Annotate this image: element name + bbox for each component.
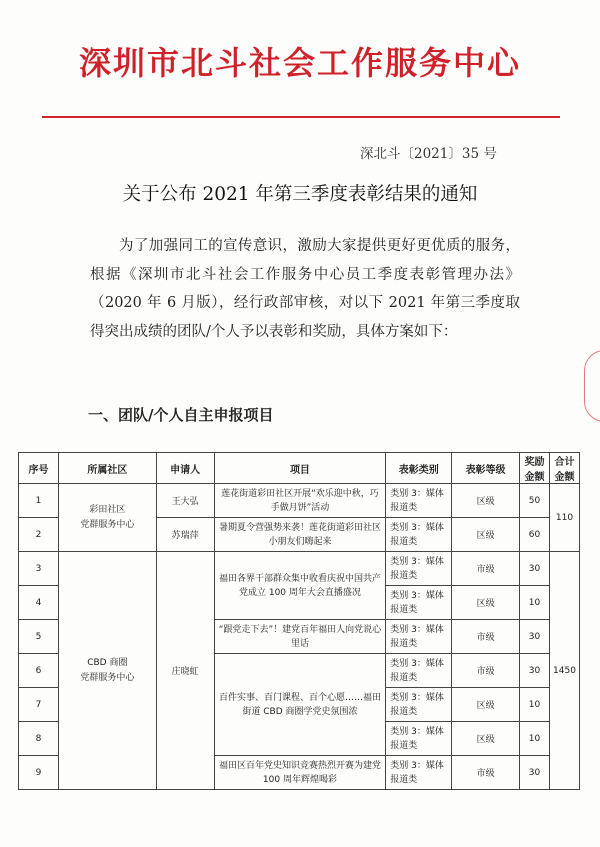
header-level: 表彰等级 bbox=[452, 453, 520, 484]
header-total: 合计金额 bbox=[549, 453, 579, 484]
type-cell: 类别 3：媒体报道类 bbox=[386, 620, 452, 654]
header-no: 序号 bbox=[19, 453, 59, 484]
amount-cell: 10 bbox=[520, 586, 550, 620]
amount-cell: 30 bbox=[520, 756, 550, 790]
level-cell: 区级 bbox=[452, 518, 520, 552]
project-cell: “跟党走下去”！建党百年福田人向党说心里话 bbox=[214, 620, 386, 654]
level-cell: 市级 bbox=[452, 756, 520, 790]
header-project: 项目 bbox=[214, 453, 386, 484]
amount-cell: 50 bbox=[520, 484, 550, 518]
table-row bbox=[19, 552, 580, 586]
row-no: 6 bbox=[19, 654, 59, 688]
level-cell: 区级 bbox=[452, 688, 520, 722]
award-table bbox=[18, 452, 580, 790]
project-cell: 福田区百年党史知识竞赛热烈开赛为建党 100 周年辉煌喝彩 bbox=[214, 756, 386, 790]
row-no: 9 bbox=[19, 756, 59, 790]
row-no: 3 bbox=[19, 552, 59, 586]
level-cell: 市级 bbox=[452, 620, 520, 654]
project-cell: 百件实事、百门课程、百个心愿……福田街道 CBD 商圈学党史氛围浓 bbox=[214, 654, 386, 756]
type-cell: 类别 3：媒体报道类 bbox=[386, 518, 452, 552]
header-community: 所属社区 bbox=[58, 453, 156, 484]
red-header-rule bbox=[42, 116, 560, 118]
type-cell: 类别 3：媒体报道类 bbox=[386, 722, 452, 756]
amount-cell: 30 bbox=[520, 620, 550, 654]
community-cell: 彩田社区 党群服务中心 bbox=[58, 484, 156, 552]
row-no: 2 bbox=[19, 518, 59, 552]
level-cell: 区级 bbox=[452, 484, 520, 518]
amount-cell: 30 bbox=[520, 654, 550, 688]
level-cell: 市级 bbox=[452, 654, 520, 688]
type-cell: 类别 3：媒体报道类 bbox=[386, 484, 452, 518]
intro-paragraph: 为了加强同工的宣传意识，激励大家提供更好更优质的服务，根据《深圳市北斗社会工作服务中心员工季度表彰管理办法》（2020 年 6 月版），经行政部审核，对以下 2021 年第三季度取得突出成绩的团队/个人予以表彰和奖励，具体方案如下： bbox=[90, 238, 520, 340]
row-no: 1 bbox=[19, 484, 59, 518]
table-header-row bbox=[19, 453, 580, 484]
applicant-cell: 庄晓虹 bbox=[156, 552, 214, 790]
level-cell: 区级 bbox=[452, 586, 520, 620]
type-cell: 类别 3：媒体报道类 bbox=[386, 586, 452, 620]
document-number: 深北斗〔2021〕35 号 bbox=[360, 146, 497, 162]
row-no: 5 bbox=[19, 620, 59, 654]
amount-cell: 60 bbox=[520, 518, 550, 552]
type-cell: 类别 3：媒体报道类 bbox=[386, 688, 452, 722]
type-cell: 类别 3：媒体报道类 bbox=[386, 654, 452, 688]
seal-edge-mark bbox=[584, 350, 600, 422]
amount-cell: 10 bbox=[520, 722, 550, 756]
amount-cell: 30 bbox=[520, 552, 550, 586]
header-applicant: 申请人 bbox=[156, 453, 214, 484]
project-cell: 暑期夏令营强势来袭！莲花街道彩田社区小朋友们嗨起来 bbox=[214, 518, 386, 552]
header-amount: 奖励金额 bbox=[520, 453, 550, 484]
community-cell: CBD 商圈 党群服务中心 bbox=[58, 552, 156, 790]
type-cell: 类别 3：媒体报道类 bbox=[386, 756, 452, 790]
section-heading: 一、团队/个人自主申报项目 bbox=[88, 406, 274, 424]
row-no: 8 bbox=[19, 722, 59, 756]
type-cell: 类别 3：媒体报道类 bbox=[386, 552, 452, 586]
row-no: 7 bbox=[19, 688, 59, 722]
row-no: 4 bbox=[19, 586, 59, 620]
notice-title: 关于公布 2021 年第三季度表彰结果的通知 bbox=[122, 184, 478, 205]
table-row bbox=[19, 484, 580, 518]
applicant-cell: 王大弘 bbox=[156, 484, 214, 518]
amount-cell: 10 bbox=[520, 688, 550, 722]
total-cell: 1450 bbox=[549, 552, 579, 790]
project-cell: 莲花街道彩田社区开展“欢乐迎中秋，巧手做月饼”活动 bbox=[214, 484, 386, 518]
org-name: 深圳市北斗社会工作服务中心 bbox=[78, 44, 521, 82]
total-cell: 110 bbox=[549, 484, 579, 552]
level-cell: 区级 bbox=[452, 722, 520, 756]
header-type: 表彰类别 bbox=[386, 453, 452, 484]
level-cell: 市级 bbox=[452, 552, 520, 586]
project-cell: 福田各界干部群众集中收看庆祝中国共产党成立 100 周年大会直播盛况 bbox=[214, 552, 386, 620]
applicant-cell: 苏瑞萍 bbox=[156, 518, 214, 552]
